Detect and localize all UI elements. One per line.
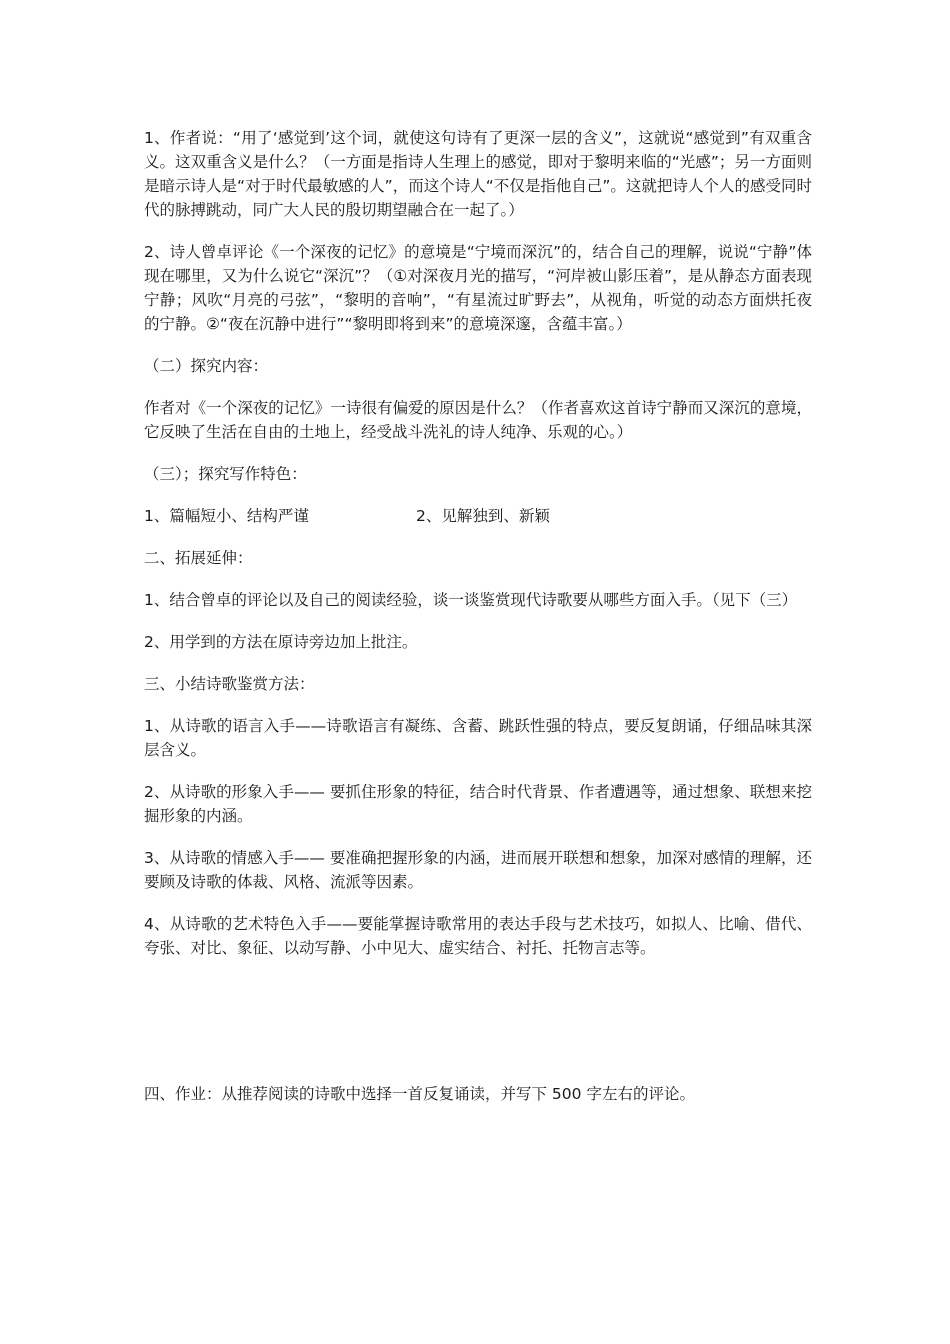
inquiry-paragraph: 作者对《一个深夜的记忆》一诗很有偏爱的原因是什么？（作者喜欢这首诗宁静而又深沉的意境，它反映了生活在自由的土地上，经受战斗洗礼的诗人纯净、乐观的心。） <box>144 399 812 441</box>
extension-item-1: 1、结合曾卓的评论以及自己的阅读经验，谈一谈鉴赏现代诗歌要从哪些方面入手。（见下（三） <box>144 591 798 609</box>
blank-space <box>144 978 812 1082</box>
method-item-4: 4、从诗歌的艺术特色入手——要能掌握诗歌常用的表达手段与艺术技巧，如拟人、比喻、借代、夸张、对比、象征、以动写静、小中见大、虚实结合、衬托、托物言志等。 <box>144 915 812 957</box>
methods-heading: 三、小结诗歌鉴赏方法： <box>144 675 315 693</box>
inquiry-heading: （二）探究内容： <box>144 357 269 375</box>
question-1-paragraph: 1、作者说：“用了‘感觉到’这个词，就使这句诗有了更深一层的含义”，这就说“感觉到”有双重含义。这双重含义是什么？（一方面是指诗人生理上的感觉，即对于黎明来临的“光感”；另一方面则是暗示诗人是“对于时代最敏感的人”，而这个诗人“不仅是指他自己”。这就把诗人个人的感受同时代的脉搏跳动，同广大人民的殷切期望融合在一起了。） <box>144 129 812 219</box>
method-item-1: 1、从诗歌的语言入手——诗歌语言有凝练、含蓄、跳跃性强的特点，要反复朗诵，仔细品味其深层含义。 <box>144 717 812 759</box>
feature-item-1: 1、篇幅短小、结构严谨 <box>144 507 309 525</box>
document-body <box>144 126 812 1124</box>
method-item-3: 3、从诗歌的情感入手—— 要准确把握形象的内涵，进而展开联想和想象，加深对感情的理解，还要顾及诗歌的体裁、风格、流派等因素。 <box>144 849 812 891</box>
feature-item-2: 2、见解独到、新颖 <box>416 507 550 525</box>
extension-heading: 二、拓展延伸： <box>144 549 253 567</box>
extension-item-2: 2、用学到的方法在原诗旁边加上批注。 <box>144 633 418 651</box>
writing-features-row <box>144 504 812 528</box>
question-2-paragraph: 2、诗人曾卓评论《一个深夜的记忆》的意境是“宁境而深沉”的，结合自己的理解，说说“宁静”体现在哪里，又为什么说它“深沉”？（①对深夜月光的描写，“河岸被山影压着”，是从静态方面表现宁静；风吹“月亮的弓弦”，“黎明的音响”，“有星流过旷野去”，从视角，听觉的动态方面烘托夜的宁静。②“夜在沉静中进行”“黎明即将到来”的意境深邃，含蕴丰富。） <box>144 243 812 333</box>
method-item-2: 2、从诗歌的形象入手—— 要抓住形象的特征，结合时代背景、作者遭遇等，通过想象、联想来挖掘形象的内涵。 <box>144 783 812 825</box>
homework-paragraph: 四、作业：从推荐阅读的诗歌中选择一首反复诵读，并写下 500 字左右的评论。 <box>144 1085 695 1103</box>
writing-features-heading: （三）；探究写作特色： <box>144 465 307 483</box>
